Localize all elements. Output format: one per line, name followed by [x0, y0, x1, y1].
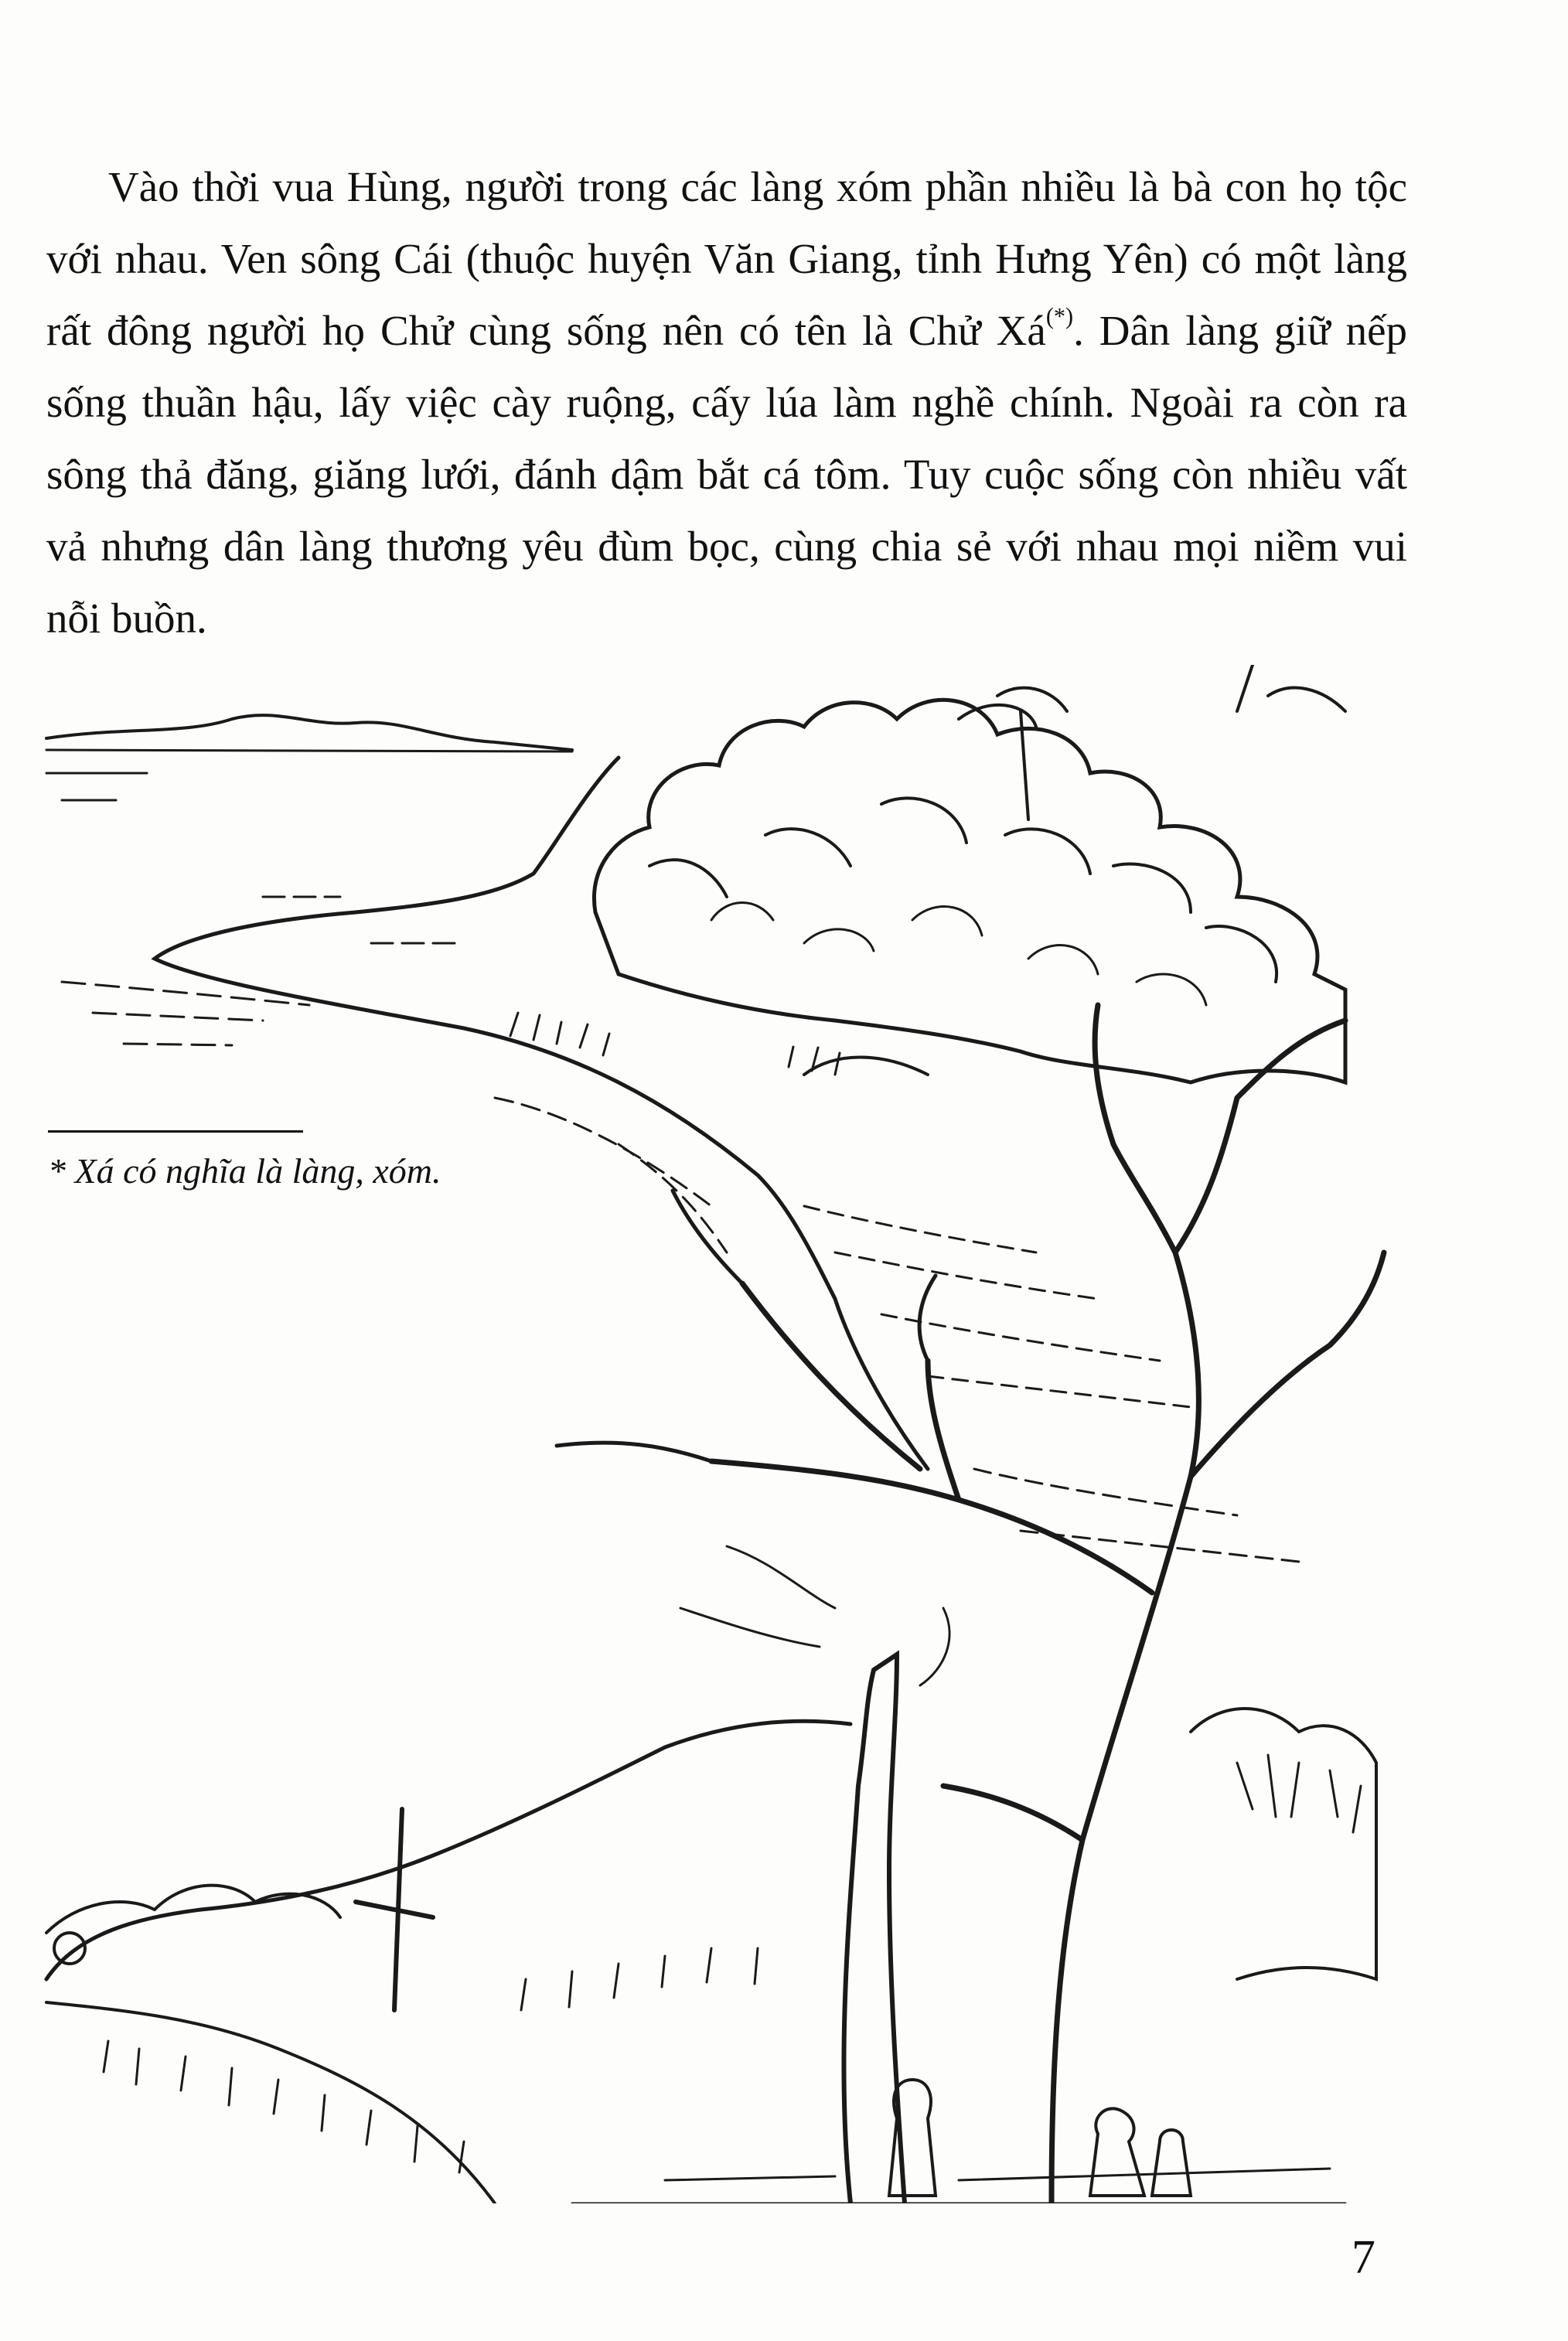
tree-cluster	[594, 700, 1345, 1082]
footnote-marker: (*)	[1045, 302, 1074, 329]
far-shore-line	[46, 715, 572, 750]
shoreline	[155, 758, 928, 1469]
bare-tree	[711, 1005, 1384, 2203]
fishing-pole	[356, 1809, 433, 2010]
river-landscape-illustration	[31, 665, 1392, 2203]
page-number: 7	[1352, 2231, 1375, 2284]
sandbank	[804, 1058, 928, 1075]
paragraph-text-after-note: . Dân làng giữ nếp sống thuần hậu, lấy việc cày ruộng, cấy lúa làm nghề chính. Ngoài ra còn ra sông thả đăng, giăng lưới, đánh dậm bắt cá tôm. Tuy cuộc sống còn nhiều vất vả nhưng dân làng thương yêu đùm bọc, cùng chia sẻ với nhau mọi niềm vui nỗi buồn.	[46, 307, 1407, 642]
body-paragraph	[46, 151, 1407, 654]
left-hill	[46, 1721, 850, 1979]
footnote: * Xá có nghĩa là làng, xóm.	[48, 1150, 449, 1191]
paragraph-text-before-note: Vào thời vua Hùng, người trong các làng xóm phần nhiều là bà con họ tộc với nhau. Ven sông Cái (thuộc huyện Văn Giang, tỉnh Hưng Yên) có một làng rất đông người họ Chử cùng sống nên có tên là Chử Xá	[46, 163, 1407, 354]
footnote-rule	[48, 1130, 303, 1133]
